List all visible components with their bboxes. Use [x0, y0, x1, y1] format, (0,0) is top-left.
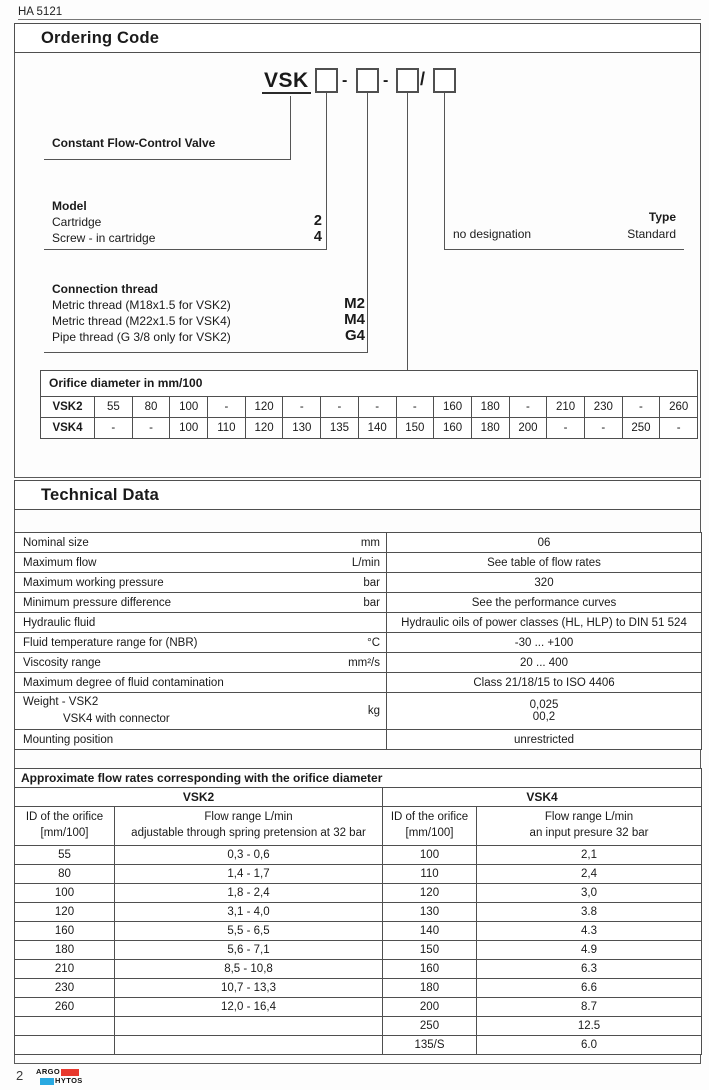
tech-label: Fluid temperature range for (NBR)	[23, 636, 198, 649]
code-box-orifice	[396, 68, 419, 93]
orifice-cell: 55	[95, 397, 133, 418]
flow-cell	[115, 1036, 383, 1055]
orifice-cell: 200	[509, 418, 547, 439]
flow-cell	[15, 1036, 115, 1055]
tech-unit: mm²/s	[348, 656, 380, 669]
flow-cell: 200	[383, 998, 477, 1017]
type-value: Standard	[627, 227, 676, 241]
tech-label: Viscosity range	[23, 656, 101, 669]
tech-unit: L/min	[351, 556, 380, 569]
table-row	[15, 593, 702, 613]
tech-label: Hydraulic fluid	[23, 616, 96, 629]
orifice-table-title: Orifice diameter in mm/100	[41, 371, 698, 397]
orifice-cell: -	[509, 397, 547, 418]
table-row	[15, 1017, 702, 1036]
orifice-row-label: VSK2	[41, 397, 95, 418]
flow-cell: 8.7	[477, 998, 702, 1017]
tech-label: Maximum flow	[23, 556, 97, 569]
table-row	[15, 533, 702, 553]
code-box-model	[315, 68, 338, 93]
flow-cell: 6.0	[477, 1036, 702, 1055]
orifice-cell: 230	[584, 397, 622, 418]
table-row	[15, 884, 702, 903]
flow-cell	[15, 1017, 115, 1036]
connection-row-label: Metric thread (M22x1.5 for VSK4)	[52, 314, 231, 328]
table-row	[15, 903, 702, 922]
tech-value: -30 ... +100	[387, 633, 702, 653]
orifice-cell: 100	[170, 397, 208, 418]
flow-cell: 100	[15, 884, 115, 903]
flow-cell: 0,3 - 0,6	[115, 846, 383, 865]
flow-col-header: Flow range L/min adjustable through spring pretension at 32 bar	[115, 807, 383, 846]
type-label: no designation	[453, 227, 532, 241]
flow-cell: 135/S	[383, 1036, 477, 1055]
orifice-cell: -	[321, 397, 359, 418]
tech-value: 320	[387, 573, 702, 593]
model-row-value: 4	[313, 229, 322, 245]
table-row	[15, 633, 702, 653]
flow-col-header: ID of the orifice [mm/100]	[15, 807, 115, 846]
flow-cell: 12,0 - 16,4	[115, 998, 383, 1017]
connector-line-orifice-v	[407, 93, 408, 370]
connector-line-thread-h	[44, 352, 368, 353]
flow-cell: 6.6	[477, 979, 702, 998]
tech-value: 20 ... 400	[387, 653, 702, 673]
flow-cell: 120	[15, 903, 115, 922]
orifice-cell: 210	[547, 397, 585, 418]
flow-rates-table	[14, 768, 702, 1055]
flow-col-header: Flow range L/min an input presure 32 bar	[477, 807, 702, 846]
flow-cell: 4.3	[477, 922, 702, 941]
flow-cell: 230	[15, 979, 115, 998]
orifice-cell: 160	[434, 397, 472, 418]
orifice-table	[40, 370, 698, 439]
technical-table	[14, 532, 702, 750]
model-heading: Model	[52, 199, 87, 213]
tech-value: 0,025	[529, 699, 559, 711]
logo-text-argo: ARGO	[36, 1067, 61, 1076]
orifice-cell: -	[584, 418, 622, 439]
flow-cell: 4.9	[477, 941, 702, 960]
logo-text-hytos: HYTOS	[55, 1076, 83, 1085]
table-row	[15, 653, 702, 673]
flow-cell: 160	[15, 922, 115, 941]
flow-cell: 150	[383, 941, 477, 960]
code-box-type	[433, 68, 456, 93]
flow-cell: 3.8	[477, 903, 702, 922]
orifice-cell: -	[622, 397, 660, 418]
connector-line-type-h	[444, 249, 684, 250]
logo-blue-square	[40, 1078, 54, 1085]
flow-cell	[115, 1017, 383, 1036]
orifice-cell: 260	[660, 397, 698, 418]
connector-line-model-v	[326, 93, 327, 249]
header-rule	[18, 19, 701, 20]
connection-row-label: Pipe thread (G 3/8 only for VSK2)	[52, 330, 231, 344]
table-row	[15, 807, 702, 846]
flow-cell: 160	[383, 960, 477, 979]
connector-line-model-h	[44, 249, 327, 250]
model-row-value: 2	[313, 213, 322, 229]
flow-cell: 1,8 - 2,4	[115, 884, 383, 903]
table-row	[15, 553, 702, 573]
flow-cell: 140	[383, 922, 477, 941]
code-separator-1: -	[342, 72, 348, 89]
orifice-cell: -	[208, 397, 246, 418]
table-row	[15, 788, 702, 807]
flow-cell: 100	[383, 846, 477, 865]
table-row	[15, 941, 702, 960]
table-row	[15, 730, 702, 750]
table-row	[15, 693, 702, 730]
flow-cell: 2,4	[477, 865, 702, 884]
connection-row-value: G4	[344, 327, 365, 344]
flow-cell: 260	[15, 998, 115, 1017]
orifice-cell: 120	[245, 397, 283, 418]
table-row	[15, 1036, 702, 1055]
orifice-cell: 120	[245, 418, 283, 439]
flow-cell: 2,1	[477, 846, 702, 865]
orifice-cell: 140	[358, 418, 396, 439]
flow-cell: 6.3	[477, 960, 702, 979]
orifice-cell: 130	[283, 418, 321, 439]
flow-col-header: ID of the orifice [mm/100]	[383, 807, 477, 846]
flow-cell: 120	[383, 884, 477, 903]
flow-group-header: VSK2	[15, 788, 383, 807]
table-row	[15, 979, 702, 998]
code-prefix: VSK	[264, 69, 309, 92]
connection-row-value: M2	[344, 295, 365, 312]
orifice-cell: 110	[208, 418, 246, 439]
flow-cell: 210	[15, 960, 115, 979]
tech-unit: bar	[363, 596, 380, 609]
doc-code: HA 5121	[18, 6, 63, 18]
orifice-cell: 250	[622, 418, 660, 439]
table-row	[41, 418, 698, 439]
flow-cell: 110	[383, 865, 477, 884]
tech-value: Hydraulic oils of power classes (HL, HLP) to DIN 51 524	[387, 613, 702, 633]
logo-red-square	[61, 1069, 79, 1076]
orifice-row-label: VSK4	[41, 418, 95, 439]
code-separator-3: /	[420, 69, 426, 89]
table-row	[15, 613, 702, 633]
argo-hytos-logo	[36, 1068, 83, 1085]
flow-cell: 180	[383, 979, 477, 998]
tech-label-line2: VSK4 with connector	[63, 713, 170, 725]
flow-cell: 12.5	[477, 1017, 702, 1036]
tech-value-line2: 00,2	[532, 711, 556, 723]
code-separator-2: -	[383, 72, 389, 89]
flow-cell: 130	[383, 903, 477, 922]
flow-cell: 55	[15, 846, 115, 865]
orifice-cell: 180	[471, 397, 509, 418]
connector-line-valve	[44, 159, 291, 160]
tech-value: unrestricted	[387, 730, 702, 750]
flow-cell: 3,1 - 4,0	[115, 903, 383, 922]
orifice-cell: -	[358, 397, 396, 418]
tech-label: Nominal size	[23, 536, 89, 549]
table-row	[41, 397, 698, 418]
connector-line-type-v	[444, 93, 445, 249]
connection-heading: Connection thread	[52, 282, 159, 296]
flow-cell: 5,5 - 6,5	[115, 922, 383, 941]
table-row	[15, 865, 702, 884]
tech-label: Maximum working pressure	[23, 576, 164, 589]
flow-group-header: VSK4	[383, 788, 702, 807]
flow-cell: 250	[383, 1017, 477, 1036]
orifice-cell: 135	[321, 418, 359, 439]
technical-section-header	[14, 480, 701, 510]
orifice-cell: 150	[396, 418, 434, 439]
technical-title: Technical Data	[41, 485, 160, 504]
table-row	[15, 960, 702, 979]
model-row-label: Cartridge	[52, 215, 102, 229]
flow-cell: 3,0	[477, 884, 702, 903]
flow-cell: 180	[15, 941, 115, 960]
orifice-cell: 160	[434, 418, 472, 439]
orifice-cell: -	[283, 397, 321, 418]
orifice-cell: -	[660, 418, 698, 439]
tech-label: Weight - VSK2	[23, 696, 99, 709]
flow-cell: 80	[15, 865, 115, 884]
flow-cell: 5,6 - 7,1	[115, 941, 383, 960]
tech-value: 06	[387, 533, 702, 553]
tech-label: Mounting position	[23, 733, 114, 746]
orifice-cell: -	[396, 397, 434, 418]
tech-label: Maximum degree of fluid contamination	[23, 676, 224, 689]
table-row	[15, 846, 702, 865]
connection-row-value: M4	[344, 311, 365, 328]
valve-label: Constant Flow-Control Valve	[52, 136, 216, 150]
orifice-cell: 100	[170, 418, 208, 439]
tech-unit: kg	[367, 705, 380, 717]
flow-table-title: Approximate flow rates corresponding with the orifice diameter	[15, 769, 702, 788]
ordering-section-header	[14, 23, 701, 53]
table-row	[15, 922, 702, 941]
tech-unit: mm	[360, 536, 380, 549]
tech-value: Class 21/18/15 to ISO 4406	[387, 673, 702, 693]
tech-value: See table of flow rates	[387, 553, 702, 573]
connection-row-label: Metric thread (M18x1.5 for VSK2)	[52, 298, 231, 312]
connector-line-thread-v	[367, 93, 368, 352]
orifice-cell: 180	[471, 418, 509, 439]
type-heading: Type	[648, 210, 676, 224]
table-row	[15, 673, 702, 693]
table-row	[15, 998, 702, 1017]
flow-cell: 1,4 - 1,7	[115, 865, 383, 884]
ordering-title: Ordering Code	[41, 28, 160, 47]
model-row-label: Screw - in cartridge	[52, 231, 156, 245]
flow-cell: 10,7 - 13,3	[115, 979, 383, 998]
orifice-cell: -	[547, 418, 585, 439]
code-box-thread	[356, 68, 379, 93]
tech-label: Minimum pressure difference	[23, 596, 172, 609]
tech-unit: bar	[363, 576, 380, 589]
orifice-cell: -	[95, 418, 133, 439]
orifice-cell: 80	[132, 397, 170, 418]
orifice-cell: -	[132, 418, 170, 439]
page-number: 2	[16, 1068, 24, 1083]
table-row	[15, 573, 702, 593]
tech-value: See the performance curves	[387, 593, 702, 613]
flow-cell: 8,5 - 10,8	[115, 960, 383, 979]
connector-line-prefix	[290, 96, 291, 159]
tech-unit: °C	[367, 636, 380, 649]
